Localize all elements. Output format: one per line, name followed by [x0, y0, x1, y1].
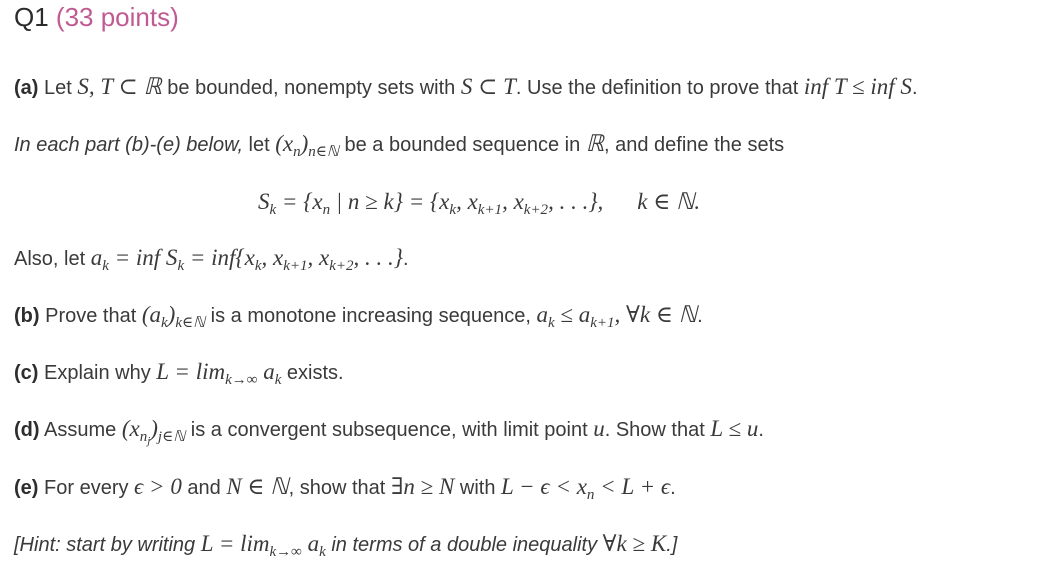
hint-text: in terms of a double inequality: [325, 534, 603, 556]
hint-text: [Hint: start by writing: [14, 534, 201, 556]
part-a-math-1: S, T ⊂ ℝ: [77, 74, 162, 99]
part-d-math-1: $(x_{n_j})_{j\in ℕ}$: [121, 416, 186, 447]
question-heading: [14, 0, 179, 34]
part-e-math-3: ∃n ≥ N: [390, 474, 455, 499]
also-text: .: [402, 248, 409, 270]
part-a-text: .: [911, 77, 918, 99]
hint-math-1: $L = \lim_{k\to\infty} a_k$: [200, 531, 326, 560]
hint-text: .]: [666, 534, 678, 556]
also-math: $a_k$ = inf $S_k = inf\{x_k$, $x_{k+1}$, $x_{k+2}$, . . .}: [90, 245, 403, 274]
part-d-text: Assume: [39, 419, 122, 441]
part-a: [14, 73, 918, 102]
part-b-text: Prove that: [39, 305, 142, 327]
also-definition: [14, 244, 409, 273]
intro-text: be a bounded sequence in: [338, 134, 586, 156]
part-d-text: .: [758, 419, 764, 441]
part-e-text: with: [454, 477, 502, 499]
part-a-text: . Use the definition to prove that: [515, 77, 804, 99]
part-d: [14, 415, 764, 447]
question-number: Q1: [14, 2, 49, 32]
part-a-math-3: inf T ≤ inf S: [803, 74, 912, 99]
part-e-text: .: [670, 477, 676, 499]
hint-line: [14, 530, 677, 559]
part-e-text: and: [181, 477, 227, 499]
part-e-label: (e): [14, 477, 39, 499]
display-condition: k ∈ ℕ.: [637, 189, 701, 214]
intro-sequence-math: $(x_n)_{n\in ℕ}$: [275, 131, 339, 160]
part-a-label: (a): [14, 77, 39, 99]
part-a-math-2: S ⊂ T: [460, 74, 516, 99]
intro-text: , and define the sets: [604, 134, 785, 156]
intro-reals-math: ℝ: [585, 131, 605, 156]
part-d-math-2: u: [593, 416, 605, 441]
part-c-text: Explain why: [38, 362, 157, 384]
also-text: Also, let: [14, 248, 91, 270]
part-a-text: Let: [38, 77, 78, 99]
intro-text: let: [243, 134, 276, 156]
part-e: [14, 473, 676, 502]
part-d-text: is a convergent subsequence, with limit point: [185, 419, 594, 441]
part-d-math-3: L ≤ u: [710, 416, 759, 441]
part-b: [14, 301, 703, 330]
part-d-label: (d): [14, 419, 40, 441]
part-b-math-2: $a_k \le a_{k+1}$, ∀k ∈ ℕ: [536, 302, 698, 331]
part-e-math-4: $L - \epsilon < x_n < L + \epsilon$: [501, 474, 671, 503]
part-c-label: (c): [14, 362, 39, 384]
part-e-math-2: N ∈ ℕ: [226, 474, 289, 499]
part-e-text: , show that: [288, 477, 391, 499]
part-d-text: . Show that: [604, 419, 711, 441]
part-c-text: exists.: [281, 362, 344, 384]
part-b-math-1: $(a_k)_{k\in ℕ}$: [141, 302, 206, 331]
part-c-math: $L = \lim_{k\to\infty} a_k$: [156, 359, 282, 388]
part-b-text: .: [697, 305, 703, 327]
part-e-text: For every: [38, 477, 135, 499]
part-a-text: be bounded, nonempty sets with: [161, 77, 461, 99]
part-b-text: is a monotone increasing sequence,: [205, 305, 537, 327]
question-points: (33 points): [55, 2, 179, 32]
hint-math-2: ∀k ≥ K: [602, 531, 667, 556]
parts-intro: [14, 130, 784, 159]
part-b-label: (b): [14, 305, 40, 327]
part-e-math-1: ϵ > 0: [134, 474, 182, 499]
part-c: [14, 358, 344, 387]
intro-italic-text: In each part (b)-(e) below,: [14, 134, 243, 156]
display-equation-sk: $S_k = \{x_n$ | $n \ge k\} = \{x_k$, $x_{k+1}$, $x_{k+2}$, . . .}, k ∈ ℕ.: [258, 189, 701, 218]
